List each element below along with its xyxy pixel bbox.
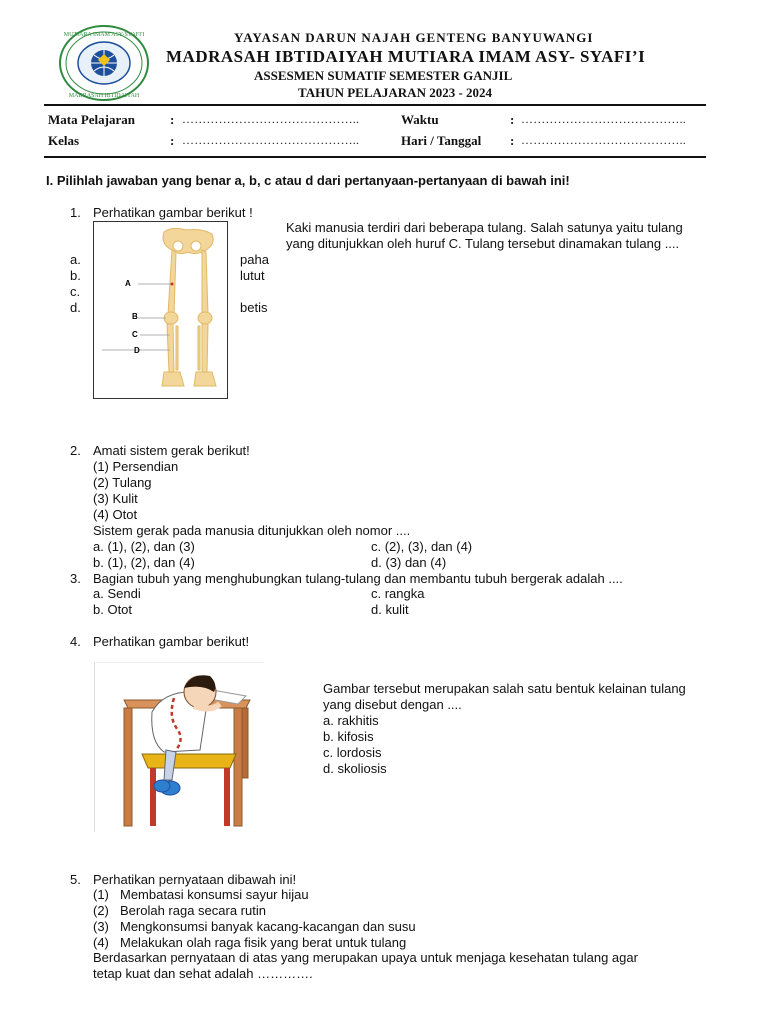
q1-option-d-label: d.: [70, 300, 81, 315]
day-colon: :: [510, 133, 515, 148]
q1-fig-label-a: A: [125, 279, 131, 288]
q5-item-1-number: (1): [93, 887, 109, 902]
q2-item-2: (2) Tulang: [93, 475, 152, 490]
q1-option-b-label: b.: [70, 268, 81, 283]
time-field[interactable]: …………………………………..: [521, 112, 686, 126]
q2-question: Sistem gerak pada manusia ditunjukkan oleh nomor ....: [93, 523, 411, 538]
q5-item-4-number: (4): [93, 935, 109, 950]
q4-text-line2: yang disebut dengan ....: [323, 697, 462, 712]
logo-text-top: MUTIARA IMAM ASY-SYAFI'I: [63, 32, 145, 38]
q4-option-a[interactable]: a. rakhitis: [323, 713, 379, 728]
q4-number: 4.: [70, 634, 81, 649]
section-title: I. Pilihlah jawaban yang benar a, b, c atau d dari pertanyaan-pertanyaan di bawah ini!: [46, 173, 570, 188]
header-exam: ASSESMEN SUMATIF SEMESTER GANJIL: [254, 68, 513, 83]
time-label: Waktu: [401, 112, 439, 127]
class-field[interactable]: ……………………………………..: [182, 133, 360, 147]
q5-item-4-text: Melakukan olah raga fisik yang berat untuk tulang: [120, 935, 407, 950]
header-school: MADRASAH IBTIDAIYAH MUTIARA IMAM ASY- SYAFI’I: [166, 47, 646, 66]
q5-item-1-text: Membatasi konsumsi sayur hijau: [120, 887, 309, 902]
q5-question-line2: tetap kuat dan sehat adalah ………….: [93, 966, 313, 981]
q5-number: 5.: [70, 872, 81, 887]
q1-option-a-label: a.: [70, 252, 81, 267]
q3-option-c[interactable]: c. rangka: [371, 586, 425, 601]
q3-option-a[interactable]: a. Sendi: [93, 586, 141, 601]
q5-item-3-number: (3): [93, 919, 109, 934]
time-colon: :: [510, 112, 515, 127]
q3-option-d[interactable]: d. kulit: [371, 602, 409, 617]
q2-option-c[interactable]: c. (2), (3), dan (4): [371, 539, 473, 554]
q1-fig-label-c: C: [132, 330, 138, 339]
day-field[interactable]: …………………………………..: [521, 133, 686, 147]
subject-label: Mata Pelajaran: [48, 112, 136, 127]
q1-option-a[interactable]: paha: [240, 252, 269, 267]
q2-option-d[interactable]: d. (3) dan (4): [371, 555, 447, 570]
header-divider-bottom: [44, 156, 706, 158]
q5-item-2-text: Berolah raga secara rutin: [120, 903, 266, 918]
q1-option-c-label: c.: [70, 284, 81, 299]
q2-item-4: (4) Otot: [93, 507, 138, 522]
q2-option-b[interactable]: b. (1), (2), dan (4): [93, 555, 195, 570]
class-colon: :: [170, 133, 175, 148]
q5-prompt: Perhatikan pernyataan dibawah ini!: [93, 872, 297, 887]
q5-item-2-number: (2): [93, 903, 109, 918]
leg-bones-figure: [93, 221, 228, 399]
q4-text-line1: Gambar tersebut merupakan salah satu bentuk kelainan tulang: [323, 681, 686, 696]
q3-number: 3.: [70, 571, 81, 586]
q4-option-c[interactable]: c. lordosis: [323, 745, 382, 760]
subject-field[interactable]: ……………………………………..: [182, 112, 360, 126]
q3-prompt: Bagian tubuh yang menghubungkan tulang-tulang dan membantu tubuh bergerak adalah ....: [93, 571, 623, 586]
header-foundation: YAYASAN DARUN NAJAH GENTENG BANYUWANGI: [234, 30, 594, 45]
header-divider-top: [44, 104, 706, 106]
logo-text-bottom: MADRASAH IBTIDAIYAH: [68, 93, 140, 99]
q1-number: 1.: [70, 205, 81, 220]
q5-question-line1: Berdasarkan pernyataan di atas yang merupakan upaya untuk menjaga kesehatan tulang agar: [93, 950, 638, 965]
subject-colon: :: [170, 112, 175, 127]
q2-item-3: (3) Kulit: [93, 491, 138, 506]
header-year: TAHUN PELAJARAN 2023 - 2024: [298, 85, 493, 100]
q2-number: 2.: [70, 443, 81, 458]
q3-option-b[interactable]: b. Otot: [93, 602, 133, 617]
q4-prompt: Perhatikan gambar berikut!: [93, 634, 250, 649]
class-label: Kelas: [48, 133, 80, 148]
q1-text-line1: Kaki manusia terdiri dari beberapa tulang. Salah satunya yaitu tulang: [286, 220, 683, 235]
posture-figure: [94, 662, 266, 834]
q1-text-line2: yang ditunjukkan oleh huruf C. Tulang tersebut dinamakan tulang ....: [286, 236, 680, 251]
q2-prompt: Amati sistem gerak berikut!: [93, 443, 250, 458]
day-label: Hari / Tanggal: [401, 133, 482, 148]
q2-item-1: (1) Persendian: [93, 459, 179, 474]
q1-fig-label-b: B: [132, 312, 138, 321]
q2-option-a[interactable]: a. (1), (2), dan (3): [93, 539, 195, 554]
q1-option-d[interactable]: betis: [240, 300, 268, 315]
q5-item-3-text: Mengkonsumsi banyak kacang-kacangan dan susu: [120, 919, 416, 934]
q4-option-b[interactable]: b. kifosis: [323, 729, 374, 744]
q4-option-d[interactable]: d. skoliosis: [323, 761, 387, 776]
q1-option-b[interactable]: lutut: [240, 268, 265, 283]
school-logo: [58, 24, 150, 102]
q1-prompt: Perhatikan gambar berikut !: [93, 205, 253, 220]
q1-fig-label-d: D: [134, 346, 140, 355]
